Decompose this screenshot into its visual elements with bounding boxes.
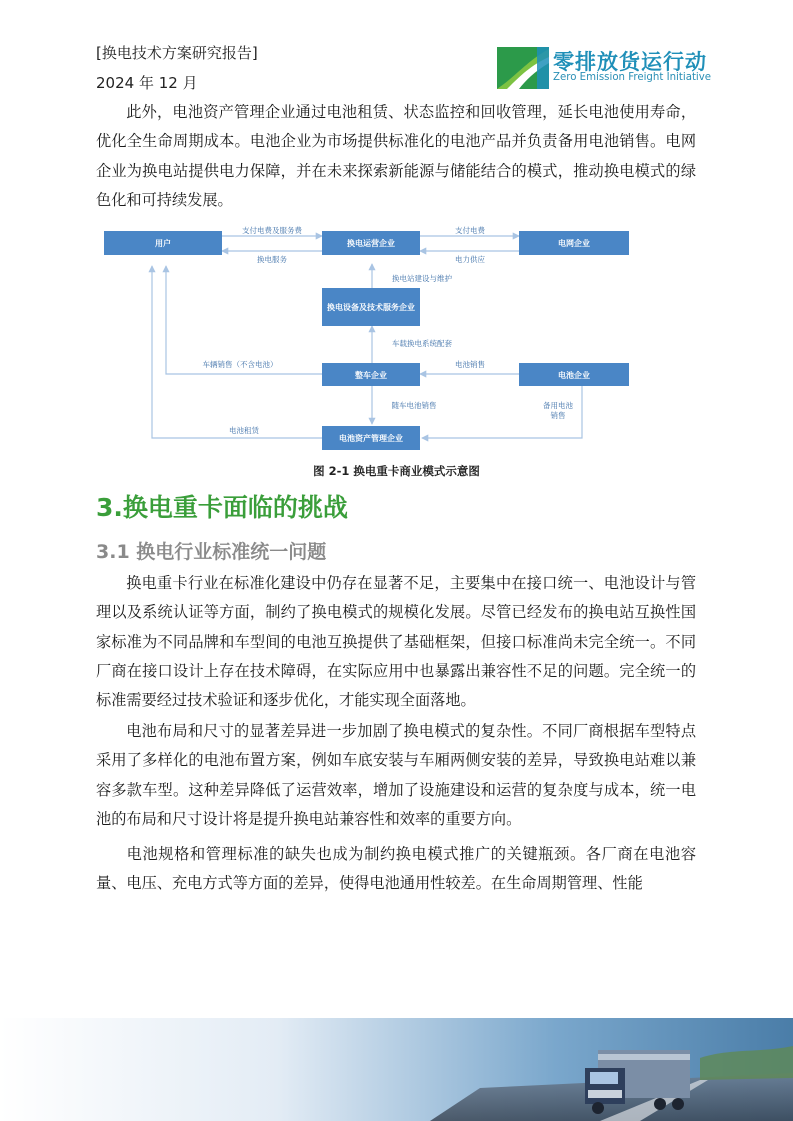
paragraph-battery-spec: 电池规格和管理标准的缺失也成为制约换电模式推广的关键瓶颈。各厂商在电池容量、电压、充电方式等方面的差异，使得电池通用性较差。在生命周期管理、性能 [96,845,696,893]
edge-asset-to-user [152,266,322,438]
paragraph-intro: 此外，电池资产管理企业通过电池租赁、状态监控和回收管理，延长电池使用寿命，优化全生命周期成本。电池企业为市场提供标准化的电池产品并负责备用电池销售。电网企业为换电站提供电力保障，并在未来探索新能源与储能结合的模式，推动换电模式的绿色化和可持续发展。 [96,103,696,209]
node-equipment-label: 换电设备及技术服务企业 [327,303,415,312]
paragraph-battery-layout: 电池布局和尺寸的显著差异进一步加剧了换电模式的复杂性。不同厂商根据车型特点采用了多样化的电池布置方案，例如车底安装与车厢两侧安装的差异，导致换电站难以兼容多款车型。这种差异降低了运营效率，增加了设施建设和运营的复杂度与成本，统一电池的布局和尺寸设计将是提升换电站兼容性和效率的重要方向。 [96,722,696,828]
node-oem-label: 整车企业 [355,371,387,380]
label-oem-to-asset: 随车电池销售 [391,401,437,410]
logo-chinese-name: 零排放货运行动 [553,50,707,74]
edge-oem-to-user [166,266,322,374]
node-operator-label: 换电运营企业 [347,239,395,248]
node-asset-label: 电池资产管理企业 [339,434,403,443]
zefi-logo [497,47,712,89]
label-grid-to-operator: 电力供应 [455,255,485,264]
footer-truck-banner [0,1018,793,1121]
logo-english-name: Zero Emission Freight Initiative [553,72,712,83]
label-user-to-operator: 支付电费及服务费 [242,226,302,235]
label-asset-to-user: 电池租赁 [229,426,259,435]
figure-caption: 图 2-1 换电重卡商业模式示意图 [313,464,480,478]
document-title: [换电技术方案研究报告] [96,44,258,62]
label-battery-to-oem: 电池销售 [455,360,485,369]
label-equipment-to-operator: 换电站建设与维护 [392,274,452,283]
label-oem-to-equipment: 车载换电系统配套 [392,339,452,348]
paragraph-standards: 换电重卡行业在标准化建设中仍存在显著不足，主要集中在接口统一、电池设计与管理以及系统认证等方面，制约了换电模式的规模化发展。尽管已经发布的换电站互换性国家标准为不同品牌和车型间的电池互换提供了基础框架，但接口标准尚未完全统一。不同厂商在接口设计上存在技术障碍，在实际应用中也暴露出兼容性不足的问题。完全统一的标准需要经过技术验证和逐步优化，才能实现全面落地。 [96,574,696,710]
label-operator-to-user: 换电服务 [257,255,287,264]
node-battery-label: 电池企业 [558,371,590,380]
document-date: 2024 年 12 月 [96,74,198,92]
node-grid-label: 电网企业 [558,239,590,248]
label-oem-to-user: 车辆销售（不含电池） [202,360,278,369]
business-model-diagram [104,226,688,458]
label-battery-to-asset: 备用电池销售 [543,401,573,420]
section-heading: 3.换电重卡面临的挑战 [96,493,348,522]
label-operator-to-grid: 支付电费 [455,226,485,235]
subsection-heading: 3.1 换电行业标准统一问题 [96,541,327,563]
node-user-label: 用户 [155,239,171,248]
road-logo-icon [497,47,549,89]
